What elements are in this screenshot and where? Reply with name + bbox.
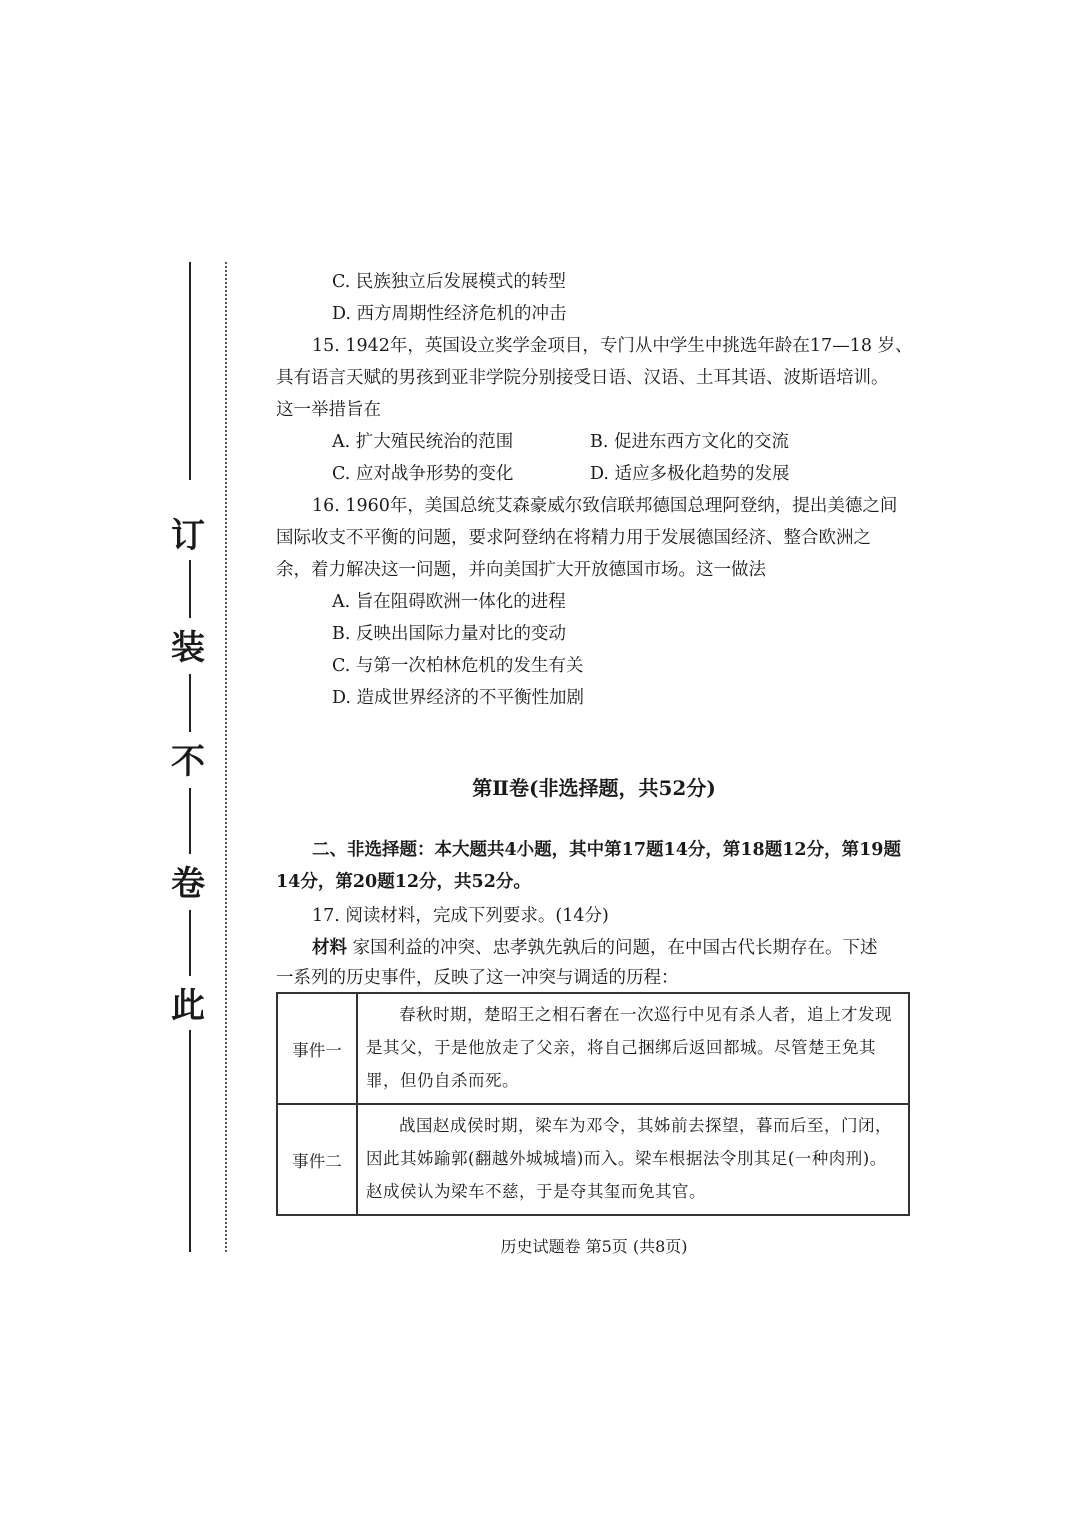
page-footer: 历史试题卷 第5页 (共8页) [500,1237,688,1256]
binding-char-3: 不 [171,742,205,782]
binding-line-bottom [189,1030,191,1252]
binding-char-4: 装 [171,628,205,668]
q16-option-a: A. 旨在阻碍欧洲一体化的进程 [332,592,566,612]
table-row [277,1104,909,1215]
event-label: 事件一 [277,993,357,1104]
event-label: 事件二 [277,1104,357,1215]
q14-option-c: C. 民族独立后发展模式的转型 [332,272,566,292]
section-intro-line2: 14分，第20题12分，共52分。 [276,872,531,892]
binding-char-1: 此 [171,986,205,1026]
q17-material-line2: 一系列的历史事件，反映了这一冲突与调适的历程： [276,968,679,988]
q15-stem-line2: 具有语言天赋的男孩到亚非学院分别接受日语、汉语、土耳其语、波斯语培训。 [276,368,889,388]
binding-line-seg4 [189,910,191,976]
q15-option-a: A. 扩大殖民统治的范围 [332,432,514,452]
q15-stem-line1: 15. 1942年，英国设立奖学金项目，专门从中学生中挑选年龄在17—18 岁、 [312,336,913,356]
binding-line-seg3 [189,788,191,854]
q14-option-d: D. 西方周期性经济危机的冲击 [332,304,567,324]
binding-line-seg2 [189,674,191,732]
material-label: 材料 [312,938,347,958]
q16-stem-line1: 16. 1960年，美国总统艾森豪威尔致信联邦德国总理阿登纳，提出美德之间 [312,496,898,516]
event-text: 战国赵成侯时期，梁车为邓令，其姊前去探望，暮而后至，门闭，因此其姊踰郭(翻越外城城墙)而入。梁车根据法令刖其足(一种肉刑)。赵成侯认为梁车不慈，于是夺其玺而免其官。 [357,1104,909,1215]
binding-char-5: 订 [171,516,205,556]
q15-stem-line3: 这一举措旨在 [276,400,381,420]
event-text: 春秋时期，楚昭王之相石奢在一次巡行中见有杀人者，追上才发现是其父，于是他放走了父亲，将自己捆绑后返回都城。尽管楚王免其罪，但仍自杀而死。 [357,993,909,1104]
q15-option-c: C. 应对战争形势的变化 [332,464,514,484]
binding-char-2: 卷 [171,864,205,904]
events-table [276,992,910,1216]
q15-option-b: B. 促进东西方文化的交流 [590,432,789,452]
binding-line-seg1 [189,560,191,618]
section-title: 第Ⅱ卷(非选择题，共52分) [472,776,716,800]
q16-stem-line2: 国际收支不平衡的问题，要求阿登纳在将精力用于发展德国经济、整合欧洲之 [276,528,871,548]
q16-option-c: C. 与第一次柏林危机的发生有关 [332,656,584,676]
q16-option-d: D. 造成世界经济的不平衡性加剧 [332,688,585,708]
q15-option-d: D. 适应多极化趋势的发展 [590,464,790,484]
binding-margin [168,0,208,1527]
table-row [277,993,909,1104]
q17-stem: 17. 阅读材料，完成下列要求。(14分) [312,906,609,926]
q16-option-b: B. 反映出国际力量对比的变动 [332,624,566,644]
q16-stem-line3: 余，着力解决这一问题，并向美国扩大开放德国市场。这一做法 [276,560,766,580]
cut-line [225,262,227,1252]
section-intro-line1: 二、非选择题：本大题共4小题，其中第17题14分，第18题12分，第19题 [312,840,901,860]
q17-material-line1 [312,934,878,959]
material-text: 家国利益的冲突、忠孝孰先孰后的问题，在中国古代长期存在。下述 [347,938,878,958]
